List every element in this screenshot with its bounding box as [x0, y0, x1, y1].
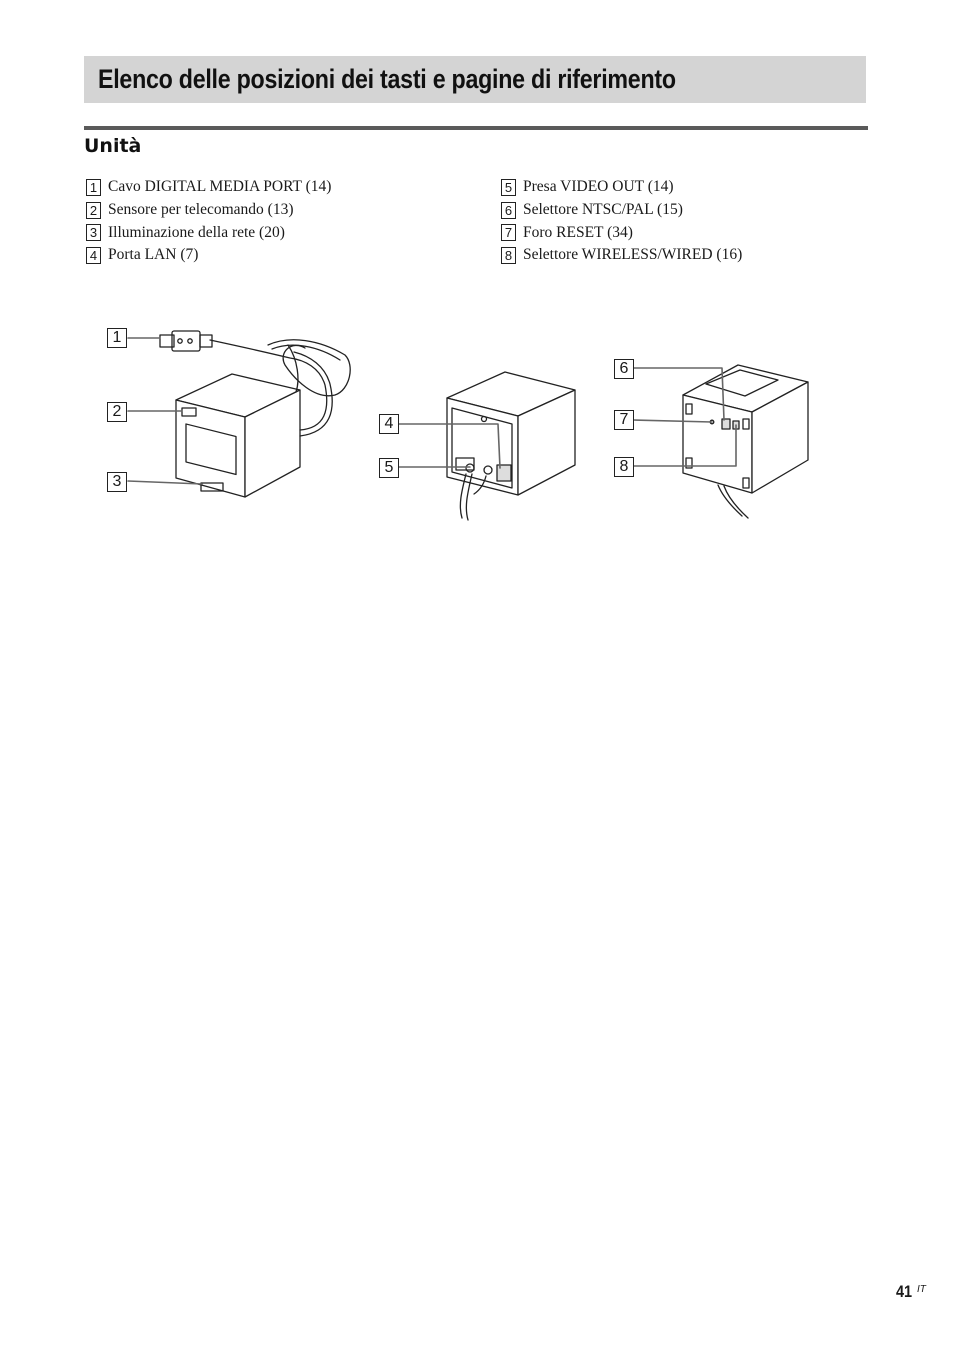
- legend-number: 4: [86, 247, 101, 264]
- legend-text: Sensore per telecomando (13): [108, 201, 294, 219]
- unit-side-illustration: [683, 365, 808, 518]
- callout-5: 5: [379, 458, 399, 478]
- legend-number: 2: [86, 202, 101, 219]
- callout-3: 3: [107, 472, 127, 492]
- legend-text: Selettore WIRELESS/WIRED (16): [523, 246, 743, 264]
- callout-1: 1: [107, 328, 127, 348]
- legend-number: 3: [86, 224, 101, 241]
- legend-text: Presa VIDEO OUT (14): [523, 178, 674, 196]
- page-title: Elenco delle posizioni dei tasti e pagine di riferimento: [98, 64, 676, 94]
- legend-text: Cavo DIGITAL MEDIA PORT (14): [108, 178, 332, 196]
- legend-text: Porta LAN (7): [108, 246, 199, 264]
- legend-text: Illuminazione della rete (20): [108, 223, 285, 241]
- callout-6: 6: [614, 359, 634, 379]
- legend-number: 8: [501, 247, 516, 264]
- legend-number: 6: [501, 202, 516, 219]
- legend-number: 7: [501, 224, 516, 241]
- unit-diagram: [0, 0, 954, 560]
- section-heading: Unità: [84, 135, 142, 157]
- legend-number: 1: [86, 179, 101, 196]
- callout-4: 4: [379, 414, 399, 434]
- callout-8: 8: [614, 457, 634, 477]
- page-number: 41: [896, 1282, 913, 1301]
- legend-number: 5: [501, 179, 516, 196]
- callout-2: 2: [107, 402, 127, 422]
- legend-text: Foro RESET (34): [523, 223, 633, 241]
- unit-rear-illustration: [447, 372, 575, 520]
- page-language-suffix: IT: [917, 1284, 926, 1295]
- legend-text: Selettore NTSC/PAL (15): [523, 201, 683, 219]
- callout-7: 7: [614, 410, 634, 430]
- unit-front-illustration: [160, 331, 350, 497]
